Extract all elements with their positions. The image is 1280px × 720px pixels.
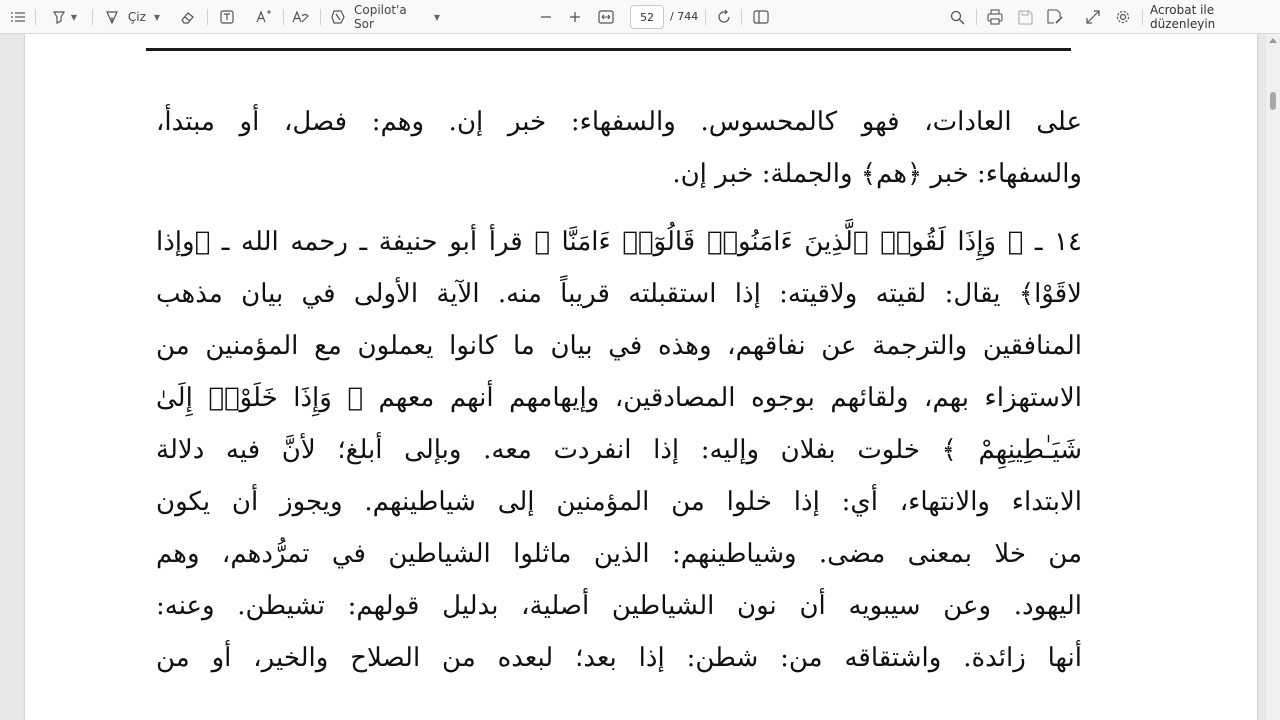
translate-icon[interactable] — [290, 0, 312, 34]
chevron-down-icon: ▼ — [433, 12, 440, 22]
pen-icon — [104, 9, 120, 25]
copilot-icon — [330, 9, 346, 25]
chevron-down-icon: ▼ — [70, 12, 78, 22]
vertical-scrollbar[interactable] — [1266, 34, 1280, 720]
read-aloud-icon[interactable] — [252, 0, 276, 34]
text-line: المنافقين والترجمة عن نفاقهم، وهذه في بيان ما كانوا يعملون مع المؤمنين من — [156, 331, 1082, 361]
text-line: لاقَوْا﴾ يقال: لقيته ولاقيته: إذا استقبلته قريباً منه. الآية الأولى في بيان مذهب — [156, 279, 1082, 309]
search-icon[interactable] — [946, 0, 968, 34]
text-box-icon[interactable] — [216, 0, 238, 34]
zoom-out-button[interactable] — [536, 0, 556, 34]
draw-button[interactable] — [100, 0, 164, 34]
page-text — [156, 96, 1082, 684]
gear-icon[interactable] — [1112, 0, 1134, 34]
pdf-page — [25, 34, 1257, 720]
save-icon[interactable] — [1014, 0, 1036, 34]
text-line: من خلا بمعنى مضى. وشياطينهم: الذين ماثلوا الشياطين في تمرُّدهم، وهم — [156, 539, 1082, 569]
draw-label: Çiz — [127, 10, 146, 24]
highlight-button[interactable] — [44, 0, 84, 34]
text-line: اليهود. وعن سيبويه أن نون الشياطين أصلية، بدليل قولهم: تشيطن. وعنه: — [156, 591, 1082, 621]
copilot-label: Copilot'a Sor — [354, 3, 407, 31]
text-line: على العادات، فهو كالمحسوس. والسفهاء: خبر إن. وهم: فصل، أو مبتدأ، — [156, 107, 1082, 137]
list-icon[interactable] — [8, 0, 28, 34]
edit-with-acrobat-label: Acrobat ile düzenleyin — [1150, 3, 1216, 31]
edit-with-acrobat-button[interactable] — [1150, 0, 1274, 34]
page-number-input[interactable] — [630, 5, 664, 29]
scroll-up-arrow[interactable] — [1269, 38, 1277, 43]
copilot-button[interactable] — [330, 0, 440, 34]
page-view-icon[interactable] — [750, 0, 772, 34]
highlighter-icon — [51, 9, 67, 25]
pdf-toolbar — [0, 0, 1280, 34]
zoom-in-button[interactable] — [565, 0, 585, 34]
chevron-down-icon: ▼ — [153, 12, 161, 22]
text-line: أنها زائدة. واشتقاقه من: شطن: إذا بعد؛ لبعده من الصلاح والخير، أو من — [156, 643, 1082, 673]
plus-icon — [569, 11, 581, 23]
header-rule — [146, 48, 1071, 51]
page-total: / 744 — [670, 10, 699, 23]
text-line: الابتداء والانتهاء، أي: إذا خلوا من المؤمنين إلى شياطينهم. ويجوز أن يكون — [156, 487, 1082, 517]
print-icon[interactable] — [984, 0, 1006, 34]
minus-icon — [540, 11, 552, 23]
text-line: والسفهاء: خبر ﴿هم﴾ والجملة: خبر إن. — [672, 159, 1082, 189]
text-line: ١٤ ـ ﴿ وَإِذَا لَقُوا۟ ٱلَّذِينَ ءَامَنُوا۟ قَالُوٓا۟ ءَامَنَّا ﴾ قرأ أبو حنيفة ـ رحمه الله ـ ﴿وإذا — [156, 227, 1082, 257]
rotate-icon[interactable] — [713, 0, 735, 34]
eraser-icon[interactable] — [178, 0, 198, 34]
save-as-icon[interactable] — [1044, 0, 1066, 34]
fit-width-icon[interactable] — [595, 0, 617, 34]
document-viewer[interactable] — [0, 34, 1280, 720]
text-line: الاستهزاء بهم، ولقائهم بوجوه المصادقين، وإيهامهم أنهم معهم ﴿ وَإِذَا خَلَوْا۟ إِلَىٰ — [156, 383, 1082, 413]
expand-icon[interactable] — [1082, 0, 1104, 34]
scroll-thumb[interactable] — [1270, 92, 1276, 110]
text-line: شَيَـٰطِينِهِمْ ﴾ خلوت بفلان وإليه: إذا انفردت معه. وبإلى أبلغ؛ لأنَّ فيه دلالة — [156, 435, 1082, 465]
